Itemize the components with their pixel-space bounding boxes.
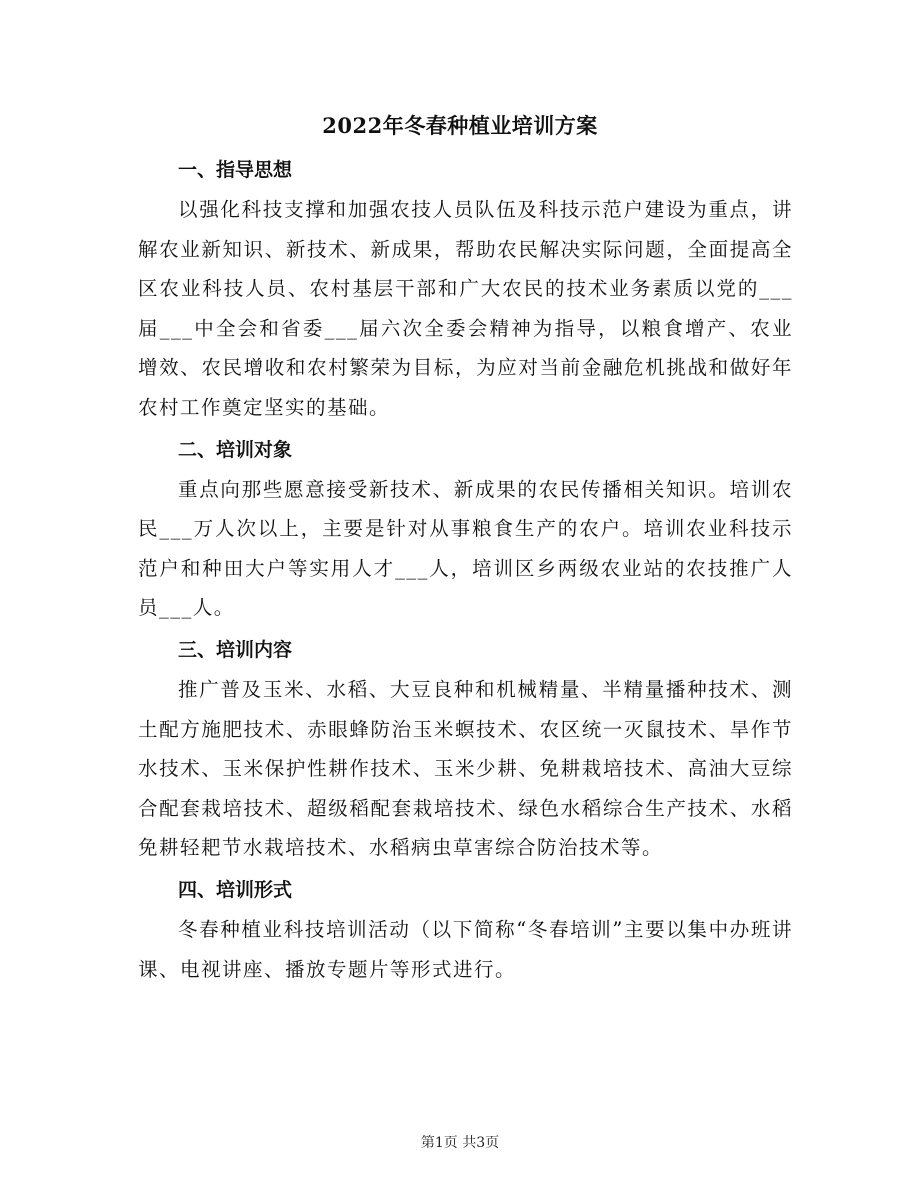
section-heading-training-format: 四、培训形式 [178, 878, 293, 901]
section-paragraph-training-format: 冬春种植业科技培训活动（以下简称“冬春培训”主要以集中办班讲课、电视讲座、播放专题片等形式进行。 [138, 917, 793, 981]
document-body [138, 148, 793, 991]
document-title: 2022年冬春种植业培训方案 [322, 113, 598, 138]
section-paragraph-training-targets: 重点向那些愿意接受新技术、新成果的农民传播相关知识。培训农民___万人次以上，主要是针对从事粮食生产的农户。培训农业科技示范户和种田大户等实用人才___人，培训区乡两级农业站的农技推广人员___人。 [138, 477, 793, 620]
section-paragraph-training-content: 推广普及玉米、水稻、大豆良种和机械精量、半精量播种技术、测土配方施肥技术、赤眼蜂防治玉米螟技术、农区统一灭鼠技术、旱作节水技术、玉米保护性耕作技术、玉米少耕、免耕栽培技术、高油大豆综合配套栽培技术、超级稻配套栽培技术、绿色水稻综合生产技术、水稻免耕轻耙节水栽培技术、水稻病虫草害综合防治技术等。 [138, 677, 793, 860]
section-paragraph-guiding-ideology: 以强化科技支撑和加强农技人员队伍及科技示范户建设为重点，讲解农业新知识、新技术、新成果，帮助农民解决实际问题，全面提高全区农业科技人员、农村基层干部和广大农民的技术业务素质以党的___届___中全会和省委___届六次全委会精神为指导，以粮食增产、农业增效、农民增收和农村繁荣为目标，为应对当前金融危机挑战和做好年农村工作奠定坚实的基础。 [138, 198, 793, 419]
section-heading-guiding-ideology: 一、指导思想 [178, 159, 293, 181]
section-heading-training-targets: 二、培训对象 [178, 438, 293, 461]
section-heading-training-content: 三、培训内容 [178, 638, 293, 661]
page-number-footer: 第1页 共3页 [420, 1135, 500, 1151]
